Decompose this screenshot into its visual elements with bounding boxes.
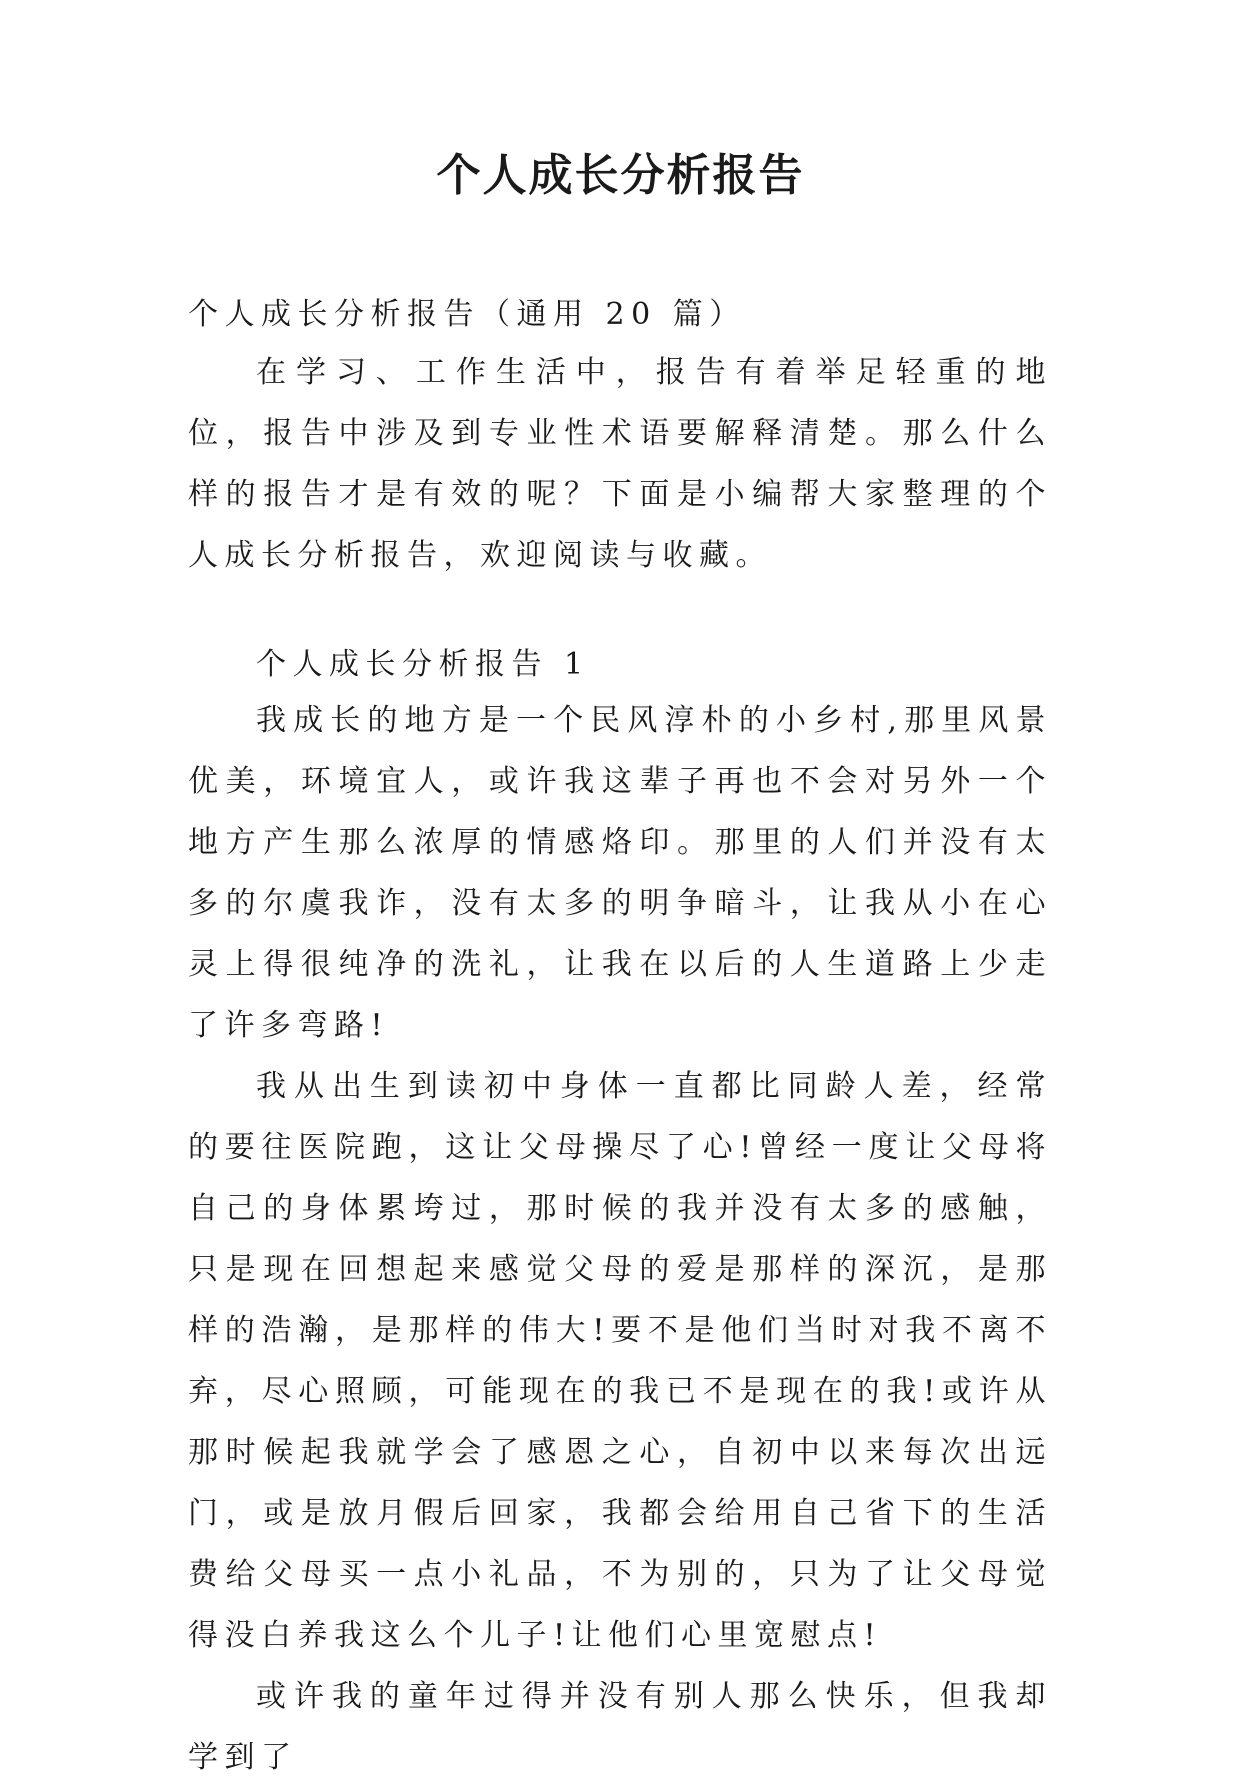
intro-paragraph: 在学习、工作生活中，报告有着举足轻重的地位，报告中涉及到专业性术语要解释清楚。那么什么样的报告才是有效的呢？下面是小编帮大家整理的个人成长分析报告，欢迎阅读与收藏。 — [188, 355, 1052, 573]
body-paragraph: 我成长的地方是一个民风淳朴的小乡村,那里风景优美，环境宜人，或许我这辈子再也不会对另外一个地方产生那么浓厚的情感烙印。那里的人们并没有太多的尔虞我诈，没有太多的明争暗斗，让我从小在心灵上得很纯净的洗礼，让我在以后的人生道路上少走了许多弯路! — [188, 703, 1052, 1043]
section-body — [188, 690, 1052, 1788]
body-paragraph: 我从出生到读初中身体一直都比同龄人差，经常的要往医院跑，这让父母操尽了心!曾经一度让父母将自己的身体累垮过，那时候的我并没有太多的感触，只是现在回想起来感觉父母的爱是那样的深沉，是那样的浩瀚，是那样的伟大!要不是他们当时对我不离不弃，尽心照顾，可能现在的我已不是现在的我!或许从那时候起我就学会了感恩之心，自初中以来每次出远门，或是放月假后回家，我都会给用自己省下的生活费给父母买一点小礼品，不为别的，只为了让父母觉得没白养我这么个儿子!让他们心里宽慰点! — [188, 1069, 1052, 1653]
document-title: 个人成长分析报告 — [436, 150, 805, 201]
body-paragraph: 或许我的童年过得并没有别人那么快乐，但我却学到了 — [188, 1679, 1052, 1775]
section-heading: 个人成长分析报告 1 — [256, 647, 590, 682]
document-subtitle: 个人成长分析报告（通用 20 篇） — [188, 297, 746, 332]
